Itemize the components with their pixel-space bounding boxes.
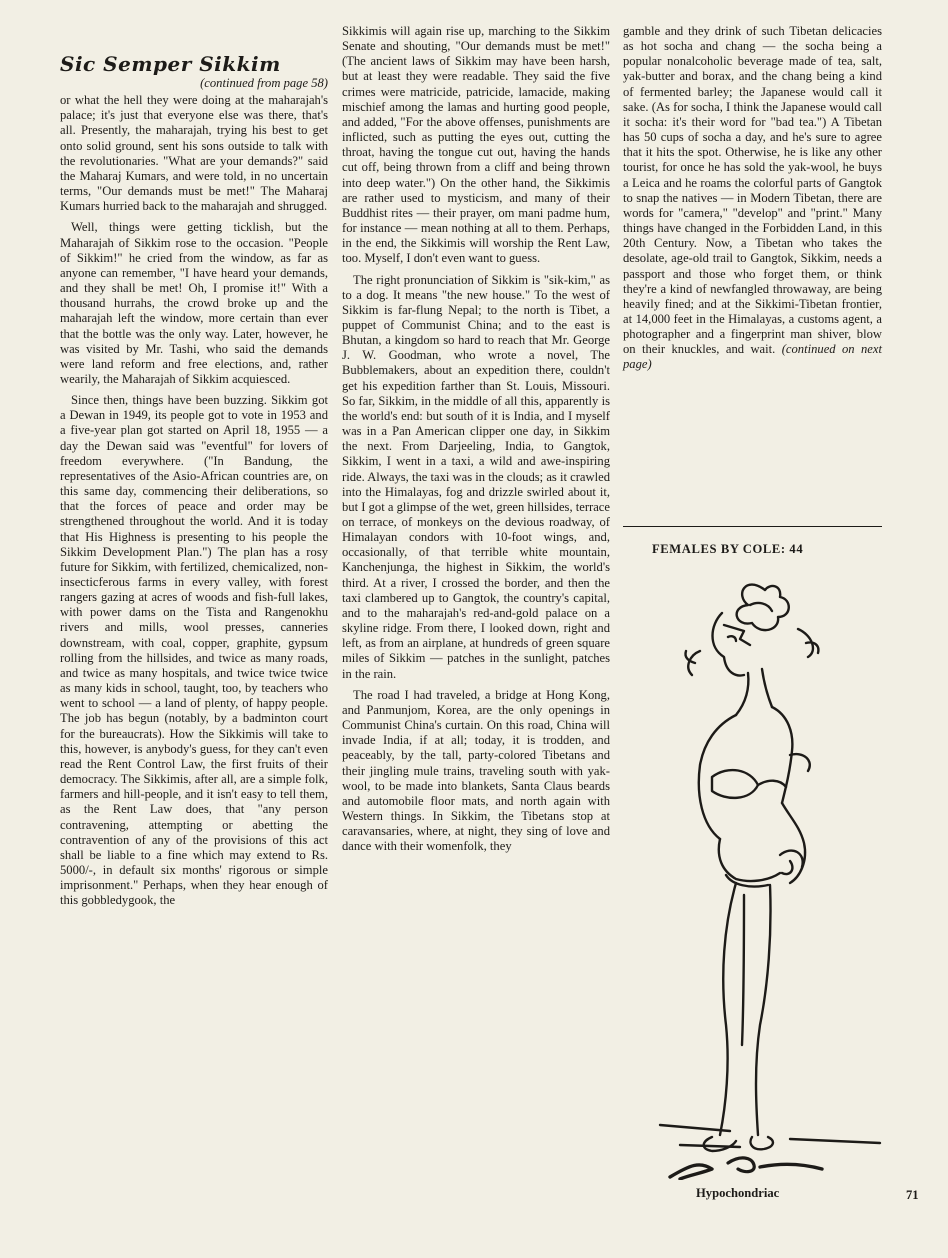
column-3 <box>623 24 882 379</box>
cartoon-caption: Hypochondriac <box>696 1186 780 1200</box>
paragraph <box>623 24 882 373</box>
paragraph: or what the hell they were doing at the maharajah's palace; it's just that everyone else was there, that's all. Presently, the maharajah, trying his best to get onto solid ground, sent his sons outside to talk with the revolutionaries. "What are your demands?" said the Maharaj Kumars, and were told, in no uncertain terms, "Our demands must be met!" The Maharaj Kumars hurried back to the maharajah and shrugged. <box>60 93 328 214</box>
continued-next: (continued on next page) <box>623 342 882 372</box>
column-2 <box>342 24 610 860</box>
paragraph: Well, things were getting ticklish, but the Maharajah of Sikkim rose to the occasion. "People of Sikkim!" he cried from the window, as far as anyone can remember, "I have heard your demands, and they shall be met! Oh, I promise it!" With a thousand hurrahs, the crowd broke up and the maharajah left the window, more certain than ever that the bottle was the only way. Later, however, he was visited by Mr. Tashi, who said the demands were land reform and free elections, and, rather wearily, the Maharajah of Sikkim acquiesced. <box>60 220 328 386</box>
continued-from: (continued from page 58) <box>200 76 328 90</box>
feature-heading: FEMALES BY COLE: 44 <box>652 542 804 556</box>
paragraph: Since then, things have been buzzing. Sikkim got a Dewan in 1949, its people got to vote in 1953 and a five-year plan got started on April 18, 1955 — a day the Dewan said was "eventful" for lovers of freedom everywhere. ("In Bandung, the representatives of the Asio-African countries are, on this same day, commencing their deliberations, so that the forces of peace and order may be strengthened throughout the world. And it is today that His Highness is presenting to his people the Sikkim Development Plan.") The plan has a rosy future for Sikkim, with fertilized, chemicalized, non-insecticferous farms in every valley, with forest rangers gazing at acres of woods and fish-full lakes, with power dams on the Tista and Rangenokhu rivers and mills, wool presses, canneries downstream, with coal, copper, graphite, gypsum rolling from the hillsides, and twice as many roads, and twice as many hospitals, and twice twice twice as many kids in school, taught, too, by teachers who went to school — a land of plenty, of happy people. The job has begun (notably, by a badminton court for the bureaucrats). How the Sikkimis will take to this, however, is anybody's guess, for they can't even read the Rent Control Law, the first fruits of their democracy. The Sikkimis, after all, are a simple folk, farmers and hill-people, and it isn't easy to tell them, as the Rent Law does, that "any person contravening, attempting or abetting the contravention of any of the provisions of this act shall be liable to a fine which may extend to Rs. 5000/-, in default six months' rigorous or simple imprisonment." Perhaps, when they hear enough of this gobbledygook, the <box>60 393 328 908</box>
paragraph: The right pronunciation of Sikkim is "sik-kim," as to a dog. It means "the new house." To the west of Sikkim is far-flung Nepal; to the north is Tibet, a puppet of Communist China; and to the east is Bhutan, a kingdom so hard to reach that Mr. George J. W. Goodman, who wrote a novel, The Bubblemakers, about an expedition there, couldn't get his expedition farther than St. Louis, Missouri. So far, Sikkim, in the middle of all this, apparently is the world's end: but south of it is India, and I myself was in a Pan American clipper one day, in Sikkim the next. From Darjeeling, India, to Gangtok, Sikkim, I went in a taxi, a wild and awe-inspiring ride. Always, the taxi was in the clouds; as it crawled into the Himalayas, fog and drizzle swirled about it, but I got a glimpse of the wet, green hillsides, terrace on terrace, of monkeys on the devious roadway, of Himalayan condors with 10-foot wings, and, occasionally, of that terrible white mountain, Kanchenjunga, the highest in Sikkim, the world's third. At a river, I crossed the border, and then the taxi clambered up to Gangtok, the country's capital, and to the maharajah's red-and-gold palace on a skyline ridge. From there, I looked down, right and left, as from an airplane, at hundreds of green square miles of Sikkim — patches in the sunlight, patches in the rain. <box>342 272 610 681</box>
paragraph-text: gamble and they drink of such Tibetan delicacies as hot socha and chang — the socha being a popular nonalcoholic beverage made of tea, salt, yak-butter and borax, and the chang being a kind of fermented barley; the Japanese would call it sake. (As for socha, I think the Japanese would call it socha: it's their word for "bad tea.") A Tibetan has 50 cups of socha a day, and he's sure to agree that it hits the spot. Otherwise, he is like any other tourist, for once he has sold the yak-wool, he buys a Leica and he roams the colorful parts of Gangtok to snap the natives — in Modern Tibetan, there are words for "camera," "develop" and "print." Many things have changed in the Forbidden Land, in this 20th Century. Now, a Tibetan who takes the desolate, age-old trail to Gangtok, Sikkim, needs a passport and those who forget them, or think they're a kind of newfangled throwaway, are being heavily fined; and at the Sikkimi-Tibetan frontier, at 14,000 feet in the Himalayas, a customs agent, a photographer and a fingerprint man shiver, blow on their knuckles, and wait. <box>623 24 882 357</box>
paragraph: The road I had traveled, a bridge at Hong Kong, and Panmunjom, Korea, are the only openings in Communist China's curtain. On this road, China will invade India, if at all; today, it is trodden, and peaceably, by the tall, party-colored Tibetans and their jingling mule trains, traveling south with yak-wool, to be made into blankets, Santa Claus beards and automobile floor mats, and north again with Western things. In Sikkim, the Tibetans stop at caravansaries, where, at night, they sing of love and dance with their womenfolk, they <box>342 687 610 854</box>
column-1 <box>60 52 328 914</box>
page-number: 71 <box>906 1188 919 1202</box>
paragraph: Sikkimis will again rise up, marching to the Sikkim Senate and shouting, "Our demands must be met!" (The ancient laws of Sikkim may have been harsh, but at least they were readable. They said the five crimes were matricide, patricide, lamacide, making mischief among the lamas and hurting good people, and added, "For the above offenses, punishments are inflicted, such as putting the eyes out, cutting the throat, having the tongue cut out, having the hands cut off, being thrown from a cliff and being thrown into deep water.") On the other hand, the Sikkimis are rather used to mysticism, and many of their Buddhist rites — their prayer, om mani padme hum, for instance — mean nothing at all to them. Perhaps, in the end, the Sikkimis will worship the Rent Law, too. Myself, I don't even want to guess. <box>342 24 610 266</box>
divider <box>623 526 882 527</box>
article-title: Sic Semper Sikkim <box>60 52 281 76</box>
cartoon-illustration <box>640 565 890 1180</box>
